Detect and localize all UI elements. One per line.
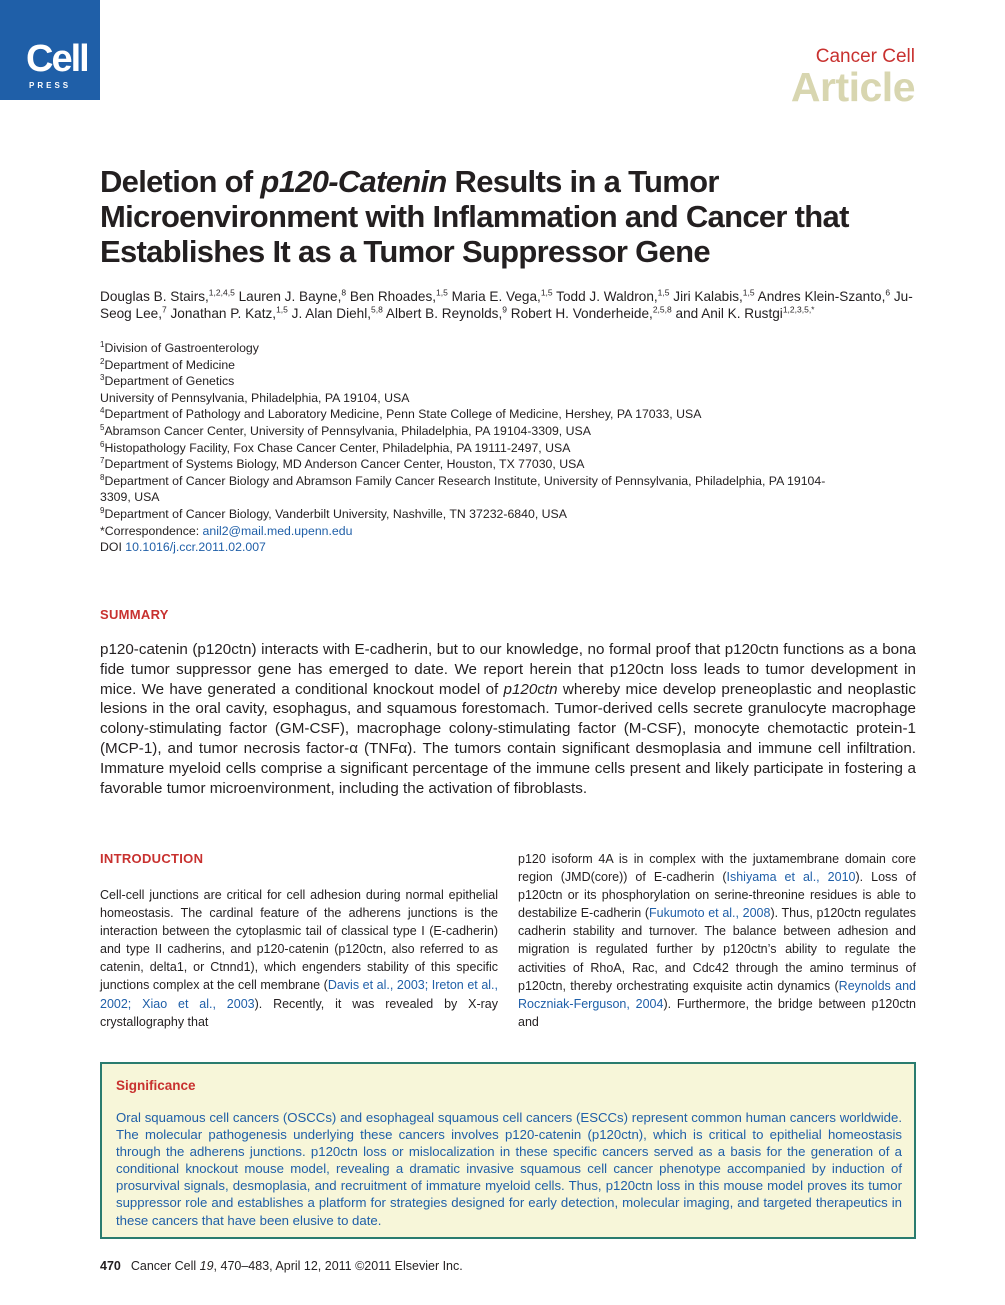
- author: J. Alan Diehl,$^{5,8}$: [291, 304, 383, 321]
- significance-heading: Significance: [116, 1078, 196, 1093]
- author: Jonathan P. Katz,$^{1,5}$: [170, 304, 288, 321]
- author-list: [100, 288, 920, 322]
- citation-link[interactable]: Ishiyama et al., 2010: [726, 870, 856, 885]
- correspondence: *Correspondence: anil2@mail.med.upenn.edu: [100, 523, 353, 538]
- logo-name: Cell: [26, 38, 88, 80]
- affiliation: $^2$Department of Medicine: [100, 356, 235, 372]
- page-footer: 470 Cancer Cell 19, 470–483, April 12, 2011 ©2011 Elsevier Inc.: [100, 1259, 463, 1273]
- title-part1: Deletion of: [100, 164, 261, 199]
- author: Ben Rhoades,$^{1,5}$: [349, 287, 448, 304]
- summary-text: p120-catenin (p120ctn) interacts with E-cadherin, but to our knowledge, no formal proof that p120ctn functions as a bona fide tumor suppressor gene has emerged to date. We report herein that p120ctn loss leads to tumor development in mice. We have generated a conditional knockout model of p120ctn whereby mice develop preneoplastic and neoplastic lesions in the oral cavity, esophagus, and squamous forestomach. Tumor-derived cells secrete granulocyte macrophage colony-stimulating factor (GM-CSF), macrophage colony-stimulating factor (M-CSF), monocyte chemotactic protein-1 (MCP-1), and tumor necrosis factor-α (TNFα). The tumors contain significant desmoplasia and immune cell infiltration. Immature myeloid cells comprise a significant percentage of the immune cells present and likely participate in fostering a favorable tumor microenvironment, including the activation of fibroblasts.: [100, 641, 916, 797]
- author: Douglas B. Stairs,$^{1,2,4,5}$: [100, 287, 235, 304]
- author: Ju-Seog Lee,$^7$: [100, 289, 913, 321]
- journal-name: Cancer Cell: [815, 46, 915, 67]
- citation-link[interactable]: Fukumoto et al., 2008: [649, 906, 771, 921]
- title-part2: Results in a Tumor Microenvironment with Inflammation and Cancer that Establishes It as a Tumor Suppressor Gene: [100, 164, 849, 269]
- intro-column-right: p120 isoform 4A is in complex with the juxtamembrane domain core region (JMD(core)) of E-cadherin (Ishiyama et al., 2010). Loss of p120ctn or its phosphorylation on serine-threonine residues is able to destabilize E-cadherin (Fukumoto et al., 2008). Thus, p120ctn regulates cadherin stability and turnover. The balance between adhesion and migration is regulated further by p120ctn’s ability to regulate the activities of RhoA, Rac, and Cdc42 through the amino terminus of p120ctn, thereby orchestrating exquisite actin dynamics (Reynolds and Roczniak-Ferguson, 2004). Furthermore, the bridge between p120ctn and: [518, 852, 917, 1029]
- citation-link[interactable]: Davis et al., 2003; Ireton et al., 2002; Xiao et al., 2003: [100, 978, 498, 1011]
- intro-column-left: Cell-cell junctions are critical for cell adhesion during normal epithelial homeostasis. The cardinal feature of the adherens junctions is the interaction between the cytoplasmic tail of classical type I (E-cadherin) and type II cadherins, and p120-catenin (p120ctn, also referred to as catenin, delta1, or Ctnnd1), which engenders stability of this specific junctions complex at the cell membrane (Davis et al., 2003; Ireton et al., 2002; Xiao et al., 2003). Recently, it was revealed by X-ray crystallography that: [100, 888, 498, 1029]
- doi: DOI 10.1016/j.ccr.2011.02.007: [100, 540, 266, 555]
- affiliation: $^7$Department of Systems Biology, MD Anderson Cancer Center, Houston, TX 77030, USA: [100, 456, 585, 472]
- article-title: [100, 164, 920, 269]
- logo-sub: PRESS: [29, 81, 72, 90]
- author: Maria E. Vega,$^{1,5}$: [451, 287, 553, 304]
- author: Todd J. Waldron,$^{1,5}$: [556, 287, 670, 304]
- affiliation: $^9$Department of Cancer Biology, Vanderbilt University, Nashville, TN 37232-6840, USA: [100, 505, 567, 521]
- affiliation: $^6$Histopathology Facility, Fox Chase Cancer Center, Philadelphia, PA 19111-2497, USA: [100, 439, 571, 455]
- author: Jiri Kalabis,$^{1,5}$: [673, 287, 755, 304]
- affiliation: $^8$Department of Cancer Biology and Abramson Family Cancer Research Institute, University of Pennsylvania, Philadelphia, PA 19104-3309, USA: [100, 472, 826, 505]
- cell-press-logo: [0, 0, 100, 100]
- significance-box: [100, 1062, 916, 1239]
- author: Robert H. Vonderheide,$^{2,5,8}$: [510, 304, 672, 321]
- author: Lauren J. Bayne,$^8$: [238, 287, 347, 304]
- affiliation: $^5$Abramson Cancer Center, University of Pennsylvania, Philadelphia, PA 19104-3309, USA: [100, 422, 591, 438]
- author: and Anil K. Rustgi$^{1,2,3,5,*}$: [675, 304, 815, 321]
- doi-link[interactable]: 10.1016/j.ccr.2011.02.007: [125, 540, 266, 555]
- title-gene: p120-Catenin: [260, 164, 447, 199]
- affiliation: $^4$Department of Pathology and Laboratory Medicine, Penn State College of Medicine, Hershey, PA 17033, USA: [100, 406, 702, 422]
- summary-heading: SUMMARY: [100, 607, 169, 622]
- correspondence-email-link[interactable]: anil2@mail.med.upenn.edu: [202, 523, 353, 538]
- article-type: Article: [790, 64, 915, 110]
- author: Albert B. Reynolds,$^9$: [385, 304, 507, 321]
- page-number: 470: [100, 1259, 121, 1273]
- author: Andres Klein-Szanto,$^6$: [757, 287, 891, 304]
- affiliations: [100, 340, 920, 556]
- affiliation: University of Pennsylvania, Philadelphia, PA 19104, USA: [100, 390, 410, 405]
- affiliation: $^1$Division of Gastroenterology: [100, 339, 259, 355]
- affiliation: $^3$Department of Genetics: [100, 373, 235, 389]
- introduction-heading: INTRODUCTION: [100, 851, 204, 866]
- significance-text: Oral squamous cell cancers (OSCCs) and esophageal squamous cell cancers (ESCCs) represent common human cancers worldwide. The molecular pathogenesis underlying these cancers involves p120-catenin (p120ctn), which is critical to epithelial homeostasis through the adherens junctions. p120ctn loss or mislocalization in these specific cancers served as a basis for the generation of a conditional knockout mouse model, revealing a dramatic invasive squamous cell cancer phenotype accompanied by induction of prosurvival signals, desmoplasia, and recruitment of immature myeloid cells. Thus, p120ctn loss in this mouse model proves its tumor suppressor role and establishes a platform for strategies designed for early detection, molecular imaging, and targeted therapeutics in these cancers that have been elusive to date.: [116, 1110, 902, 1228]
- citation-link[interactable]: Reynolds and Roczniak-Ferguson, 2004: [518, 978, 916, 1011]
